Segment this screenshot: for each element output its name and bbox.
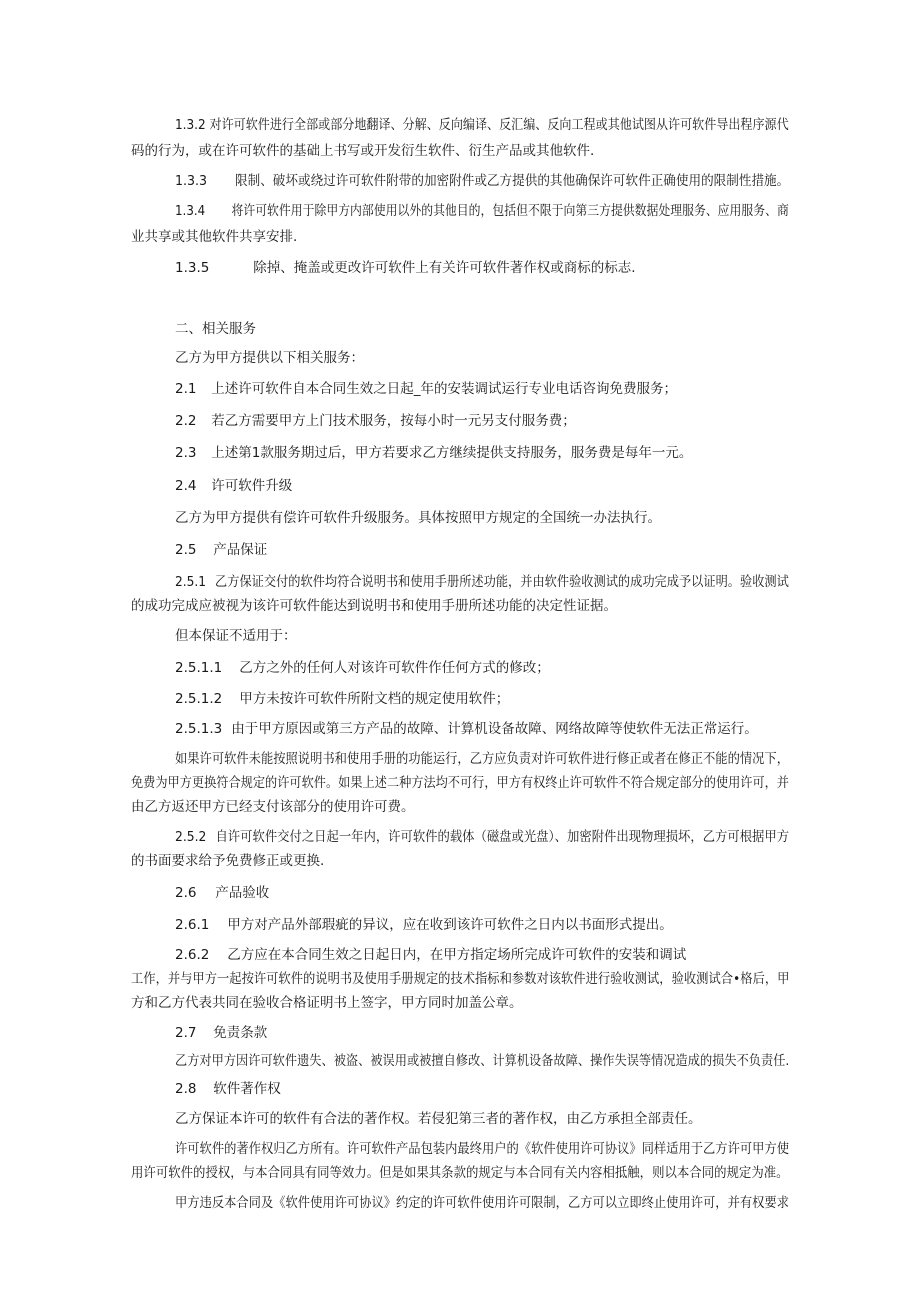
clause-2-7 — [175, 1024, 267, 1042]
clause-2-5-2 — [175, 828, 789, 846]
clause-number: 1.3.2 — [175, 117, 206, 133]
copyright-line-1: 许可软件的著作权归乙方所有。许可软件产品包装内最终用户的《软件使用许可协议》同样适用于乙方许可甲方使 — [175, 1141, 789, 1157]
clause-text: 限制、破坏或绕过许可软件附带的加密附件或乙方提供的其他确保许可软件正确使用的限制性措施。 — [234, 173, 790, 189]
clause-2-6-2-cont-2: 方和乙方代表共同在验收合格证明书上签字，甲方同时加盖公章。 — [131, 995, 523, 1011]
clause-2-5-1-3 — [175, 720, 758, 738]
clause-text: 若乙方需要甲方上门技术服务，按每小时一元另支付服务费； — [211, 413, 576, 429]
remedy-line-2: 免费为甲方更换符合规定的许可软件。如果上述二种方法均不可行，甲方有权终止许可软件不符合规定部分的使用许可，并 — [131, 775, 789, 791]
clause-text: 乙方保证交付的软件均符合说明书和使用手册所述功能，并由软件验收测试的成功完成予以证明。验收测试 — [215, 574, 789, 590]
remedy-line-3: 由乙方返还甲方已经支付该部分的使用许可费。 — [131, 799, 415, 815]
clause-number: 2.6.2 — [175, 947, 210, 963]
violation-line-1: 甲方违反本合同及《软件使用许可协议》约定的许可软件使用许可限制，乙方可以立即终止使用许可，并有权要求 — [175, 1195, 789, 1211]
clause-number: 1.3.5 — [175, 260, 210, 276]
clause-2-5-2-cont: 的书面要求给予免费修正或更换. — [131, 853, 325, 869]
clause-title: 产品保证 — [213, 542, 268, 558]
clause-number: 2.2 — [175, 413, 197, 429]
clause-title: 免责条款 — [213, 1025, 268, 1041]
clause-number: 2.6.1 — [175, 917, 210, 933]
clause-2-3 — [175, 444, 692, 462]
clause-2-5-1 — [175, 573, 789, 591]
clause-2-8 — [175, 1080, 281, 1098]
clause-text: 将许可软件用于除甲方内部使用以外的其他目的，包括但不限于向第三方提供数据处理服务、应用服务、商 — [231, 203, 789, 219]
clause-2-5-1-1 — [175, 659, 550, 677]
clause-number: 2.5.1.2 — [175, 691, 223, 707]
clause-2-6-2-cont-1: 工作，并与甲方一起按许可软件的说明书及使用手册规定的技术指标和参数对该软件进行验收测试，验收测试合•格后，甲 — [131, 971, 790, 987]
clause-title: 许可软件升级 — [211, 478, 293, 494]
clause-text: 甲方未按许可软件所附文档的规定使用软件； — [239, 691, 510, 707]
clause-1-3-2 — [175, 116, 789, 134]
clause-2-1 — [175, 380, 677, 398]
clause-2-8-body: 乙方保证本许可的软件有合法的著作权。若侵犯第三者的著作权，由乙方承担全部责任。 — [175, 1111, 702, 1127]
clause-text: 对许可软件进行全部或部分地翻译、分解、反向编译、反汇编、反向工程或其他试图从许可软件导出程序源代 — [209, 117, 789, 133]
clause-2-2 — [175, 412, 576, 430]
clause-2-6-2 — [175, 946, 686, 964]
clause-text: 自许可软件交付之日起一年内，许可软件的载体（磁盘或光盘）、加密附件出现物理损坏，乙方可根据甲方 — [215, 829, 790, 845]
clause-2-7-body: 乙方对甲方因许可软件遗失、被盗、被误用或被擅自修改、计算机设备故障、操作失误等情况造成的损失不负责任. — [175, 1053, 790, 1069]
clause-title: 产品验收 — [215, 885, 270, 901]
clause-2-4 — [175, 477, 292, 495]
clause-2-4-body: 乙方为甲方提供有偿许可软件升级服务。具体按照甲方规定的全国统一办法执行。 — [175, 510, 661, 526]
clause-number: 2.8 — [175, 1081, 197, 1097]
clause-text: 由于甲方原因或第三方产品的故障、计算机设备故障、网络故障等使软件无法正常运行。 — [231, 721, 758, 737]
clause-text: 上述第1款服务期过后，甲方若要求乙方继续提供支持服务，服务费是每年一元。 — [211, 445, 693, 461]
clause-2-5 — [175, 541, 267, 559]
section-intro: 乙方为甲方提供以下相关服务： — [175, 350, 364, 366]
clause-2-5-1-cont: 的成功完成应被视为该许可软件能达到说明书和使用手册所述功能的决定性证据。 — [131, 598, 617, 614]
exclusion-intro: 但本保证不适用于： — [175, 628, 297, 644]
clause-number: 1.3.4 — [175, 203, 206, 219]
clause-1-3-5 — [175, 259, 636, 277]
clause-text: 上述许可软件自本合同生效之日起_年的安装调试运行专业电话咨询免费服务； — [211, 381, 678, 397]
clause-number: 2.6 — [175, 885, 197, 901]
clause-1-3-3 — [175, 172, 789, 190]
clause-number: 2.5.1 — [175, 574, 207, 590]
clause-text: 乙方应在本合同生效之日起日内，在甲方指定场所完成许可软件的安装和调试 — [227, 947, 687, 963]
remedy-line-1: 如果许可软件未能按照说明书和使用手册的功能运行，乙方应负责对许可软件进行修正或者在修正不能的情况下， — [175, 751, 789, 767]
clause-number: 2.4 — [175, 478, 197, 494]
clause-number: 2.5.1.1 — [175, 660, 223, 676]
clause-text: 除掉、掩盖或更改许可软件上有关许可软件著作权或商标的标志. — [253, 260, 636, 276]
clause-number: 2.5.1.3 — [175, 721, 223, 737]
clause-1-3-4 — [175, 202, 789, 220]
clause-number: 2.5.2 — [175, 829, 207, 845]
clause-title: 软件著作权 — [213, 1081, 281, 1097]
clause-2-6 — [175, 884, 269, 902]
clause-text: 甲方对产品外部瑕疵的异议，应在收到该许可软件之日内以书面形式提出。 — [227, 917, 673, 933]
clause-number: 2.5 — [175, 542, 197, 558]
clause-2-5-1-2 — [175, 690, 509, 708]
clause-1-3-4-cont: 业共享或其他软件共享安排. — [131, 229, 298, 245]
clause-number: 2.7 — [175, 1025, 197, 1041]
clause-number: 1.3.3 — [175, 173, 208, 189]
clause-number: 2.1 — [175, 381, 197, 397]
clause-text: 乙方之外的任何人对该许可软件作任何方式的修改； — [239, 660, 550, 676]
clause-1-3-2-cont: 码的行为，或在许可软件的基础上书写或开发衍生软件、衍生产品或其他软件. — [131, 143, 595, 159]
copyright-line-2: 用许可软件的授权，与本合同具有同等效力。但是如果其条款的规定与本合同有关内容相抵触，则以本合同的规定为准。 — [131, 1165, 789, 1181]
clause-number: 2.3 — [175, 445, 197, 461]
clause-2-6-1 — [175, 916, 673, 934]
section-heading: 二、相关服务 — [175, 321, 256, 337]
